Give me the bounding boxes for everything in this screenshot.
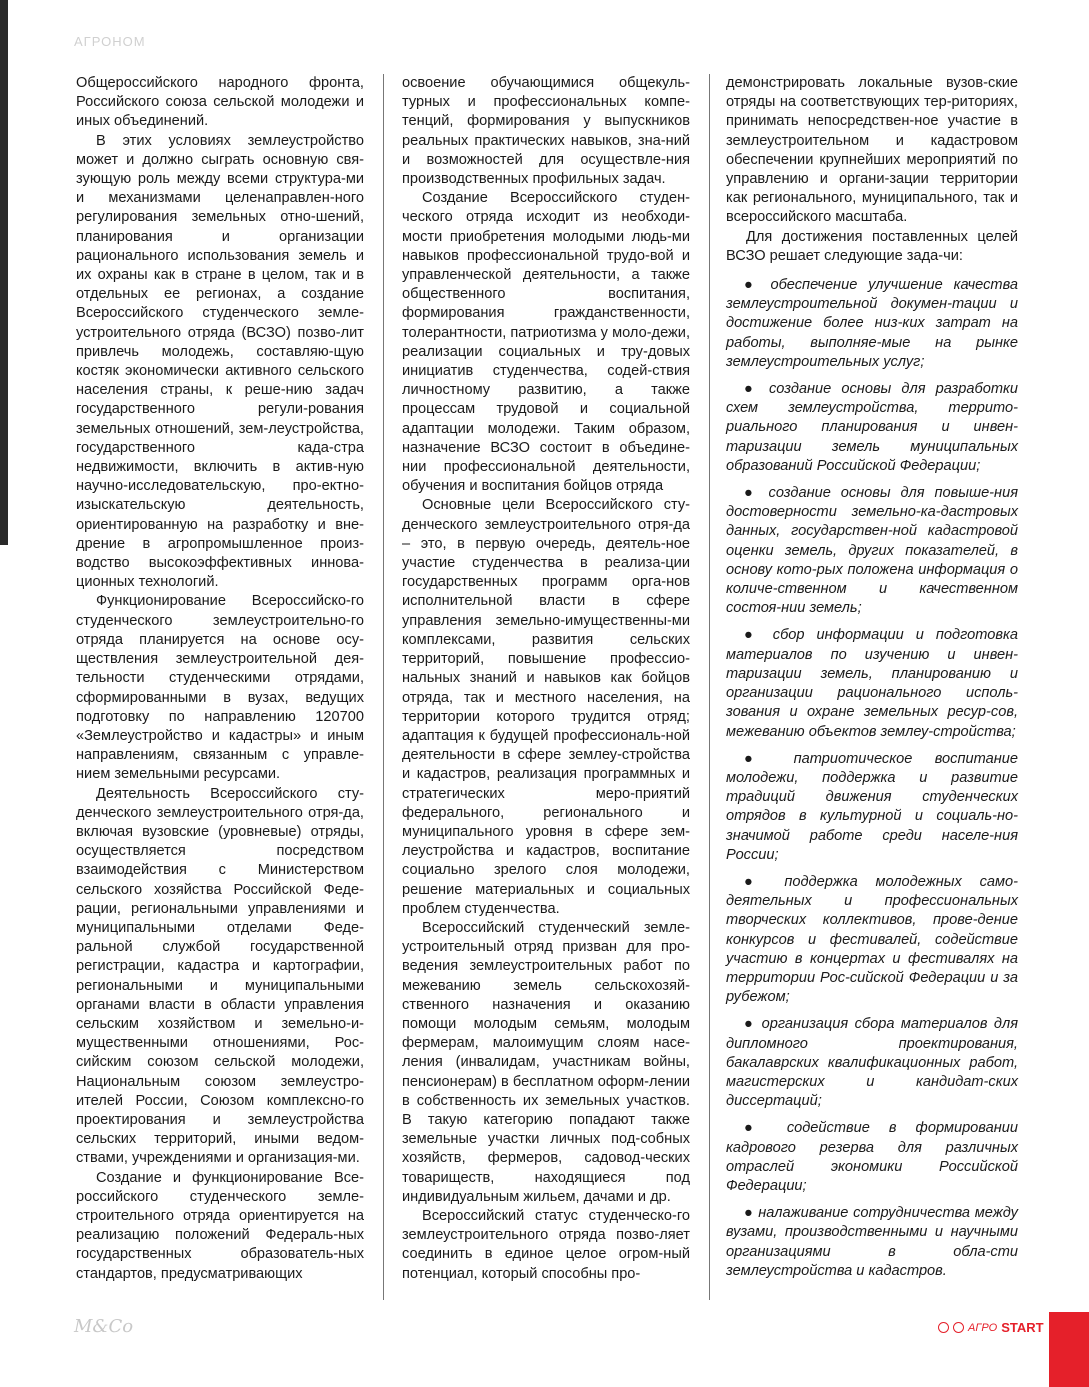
text-column-1: [76, 74, 364, 1284]
bullet-icon: ●: [744, 750, 772, 767]
signature-logo: M&Co: [74, 1316, 134, 1337]
brand-prefix: АГРО: [968, 1321, 998, 1334]
paragraph: Основные цели Всероссийского сту-денческого землеустроительного отря-да – это, в первую очередь, деятель-ное участие студенчества в реализа-ции государственных программ орга-нов исполнительной власти в сфере управления земельно-имущественны-ми комплексами, развития сельских территорий, повышение профессио-нальных знаний и навыков как бойцов отряда, так и местного населения, на территории которого трудится отряд; адаптация к будущей профессиональ-ной деятельности в сфере землеу-стройства и кадастров, реализация программных и стратегических меро-приятий федерального, регионального и муниципального уровня в сфере зем-леустройства и кадастров, воспитание социально зрелого слоя молодежи, решение материальных и социальных проблем студенчества.: [402, 497, 690, 917]
list-item: [726, 873, 1018, 1007]
copyright-icon: [938, 1322, 949, 1333]
left-edge-bar: [0, 0, 8, 545]
list-item-text: создание основы для повыше-ния достоверности земельно-ка-дастровых данных, государствен-ной кадастровой оценки земель, других показателей, в основу кото-рых положена информация о количе-ственном и качественном состоя-нии земель;: [726, 485, 1018, 617]
column-divider: [709, 74, 710, 1300]
bullet-icon: ●: [744, 381, 759, 398]
bullet-icon: ●: [744, 873, 767, 890]
paragraph: освоение обучающимися общекуль-турных и профессиональных компе-тенций, формирования у выпускников реальных практических навыков, зна-ний и возможностей для осуществле-ния производственных профильных задач.: [402, 75, 690, 188]
logo-circle-icon: [953, 1322, 964, 1333]
page-tab-marker: [1049, 1312, 1089, 1387]
list-item-text: налаживание сотрудничества между вузами, производственными и научными организациями в обла-сти землеустройства и кадастров.: [726, 1205, 1018, 1279]
paragraph: Всероссийский статус студенческо-го землеустроительного отряда позво-ляет соединить в единое целое огром-ный потенциал, который способны про-: [402, 1207, 690, 1282]
bullet-icon: ●: [744, 485, 759, 502]
section-header: АГРОНОМ: [74, 34, 146, 49]
brand-suffix: START: [1001, 1320, 1044, 1335]
list-item: [726, 484, 1018, 618]
list-item-text: патриотическое воспитание молодежи, поддержка и развитие традиций движения студенческих отрядов в культурной и социаль-но-значимой работе среди населе-ния России;: [726, 750, 1018, 863]
list-item-text: поддержка молодежных само-деятельных и профессиональных творческих коллективов, прове-дение конкурсов и фестивалей, содействие участию в концертах и фестивалях на территории Рос-сийской Федерации и за рубежом;: [726, 873, 1018, 1006]
list-item: [726, 750, 1018, 865]
brand-logo: [938, 1320, 1044, 1335]
task-list: [726, 276, 1018, 1281]
paragraph: Создание Всероссийского студен-ческого отряда исходит из необходи-мости приобретения молодыми людь-ми навыков профессиональной трудо-вой и управленческой деятельности, а также общественного воспитания, формирования гражданственности, толерантности, патриотизма у моло-дежи, реализации социальных и тру-довых инициатив студенчества, содей-ствия личностному развитию, а также процессам трудовой и социальной адаптации молодежи. Таким образом, назначение ВСЗО состоит в объедине-нии профессиональной деятельности, обучения и воспитания бойцов отряда: [402, 190, 690, 495]
paragraph: Общероссийского народного фронта, Российского союза сельской молодежи и иных объединений.: [76, 75, 364, 130]
list-item: [726, 380, 1018, 476]
paragraph: Функционирование Всероссийско-го студенческого землеустроительно-го отряда планируется на основе осу-ществления землеустроительной дея-тельности студенческими отрядами, сформированными в вузах, ведущих подготовку по направлению 120700 «Землеустройство и кадастры» и иным направлениям, связанным с управле-нием земельными ресурсами.: [76, 593, 364, 783]
bullet-icon: ●: [744, 1120, 768, 1137]
list-item-text: обеспечение улучшение качества землеустроительной докумен-тации и достижение более низ-ких затрат на работы, выполняе-мые на рынке землеустроительных услуг;: [726, 277, 1018, 370]
bullet-icon: ●: [744, 1205, 754, 1222]
text-column-2: [402, 74, 690, 1284]
paragraph: В этих условиях землеустройство может и должно сыграть основную свя-зующую роль между всеми структура-ми и механизмами целенаправлен-ного регулирования земельных отно-шений, планирования и организации рационального использования земель и их охраны как в стране в целом, так и в отдельных ее регионах, а создание Всероссийского студенческого земле-устроительного отряда (ВСЗО) позво-лит привлечь молодежь, составляю-щую костяк экономически активного сельского населения страны, к реше-нию задач государственного регули-рования земельных отношений, зем-леустройства, государственного када-стра недвижимости, включить в актив-ную научно-исследовательскую, про-ектно-изыскательскую деятельность, ориентированную на разработку и вне-дрение в агропромышленное произ-водство высокоэффективных иннова-ционных технологий.: [76, 132, 364, 591]
column-divider: [383, 74, 384, 1300]
paragraph: Всероссийский студенческий земле-устроительный отряд призван для про-ведения землеустроительных работ по межеванию земель сельскохозяй-ственного назначения и оказанию помощи молодым семьям, молодым фермерам, малоимущим слоям насе-ления (инвалидам, участникам войны, пенсионерам) в бесплатном оформ-лении в собственность их земельных участков. В такую категорию попадают также земельные участки личных под-собных хозяйств, фермеров, садовод-ческих товариществ, находящиеся под индивидуальным жильем, дачами и др.: [402, 919, 690, 1205]
list-item: [726, 1015, 1018, 1111]
bullet-icon: ●: [744, 627, 761, 644]
intro-paragraphs: [726, 74, 1018, 266]
paragraph: Для достижения поставленных целей ВСЗО решает следующие зада-чи:: [726, 228, 1018, 264]
list-item-text: создание основы для разработки схем землеустройства, террито-риального планирования и инвен-таризации земель муниципальных образований Российской Федерации;: [726, 381, 1018, 474]
list-item: [726, 626, 1018, 741]
list-item-text: сбор информации и подготовка материалов по изучению и инвен-таризации земель, планированию и организации рационального исполь-зования и охране земельных ресур-сов, межеванию объектов землеу-стройства;: [726, 627, 1018, 740]
list-item: [726, 1204, 1018, 1281]
paragraph: Деятельность Всероссийского сту-денческого землеустроительного отря-да, включая вузовские (уровневые) отряды, осуществляется посредством взаимодействия с Министерством сельского хозяйства Российской Феде-рации, региональными управлениями и муниципальными отделами Феде-ральной службой государственной регистрации, кадастра и картографии, региональными и муниципальными органами власти в области управления сельским хозяйством и земельно-и-мущественными отношениями, Рос-сийским союзом сельской молодежи, Национальным союзом землеустро-ителей России, Союзом комплексно-го проектирования и землеустройства сельских территорий, иными ведом-ствами, учреждениями и организация-ми.: [76, 785, 364, 1167]
list-item: [726, 1119, 1018, 1196]
list-item-text: организация сбора материалов для дипломного проектирования, бакалаврских квалификационных работ, магистерских и кандидат-ских диссертаций;: [726, 1016, 1018, 1110]
list-item: [726, 276, 1018, 372]
text-column-3: [726, 74, 1018, 1289]
bullet-icon: ●: [744, 277, 760, 294]
bullet-icon: ●: [744, 1016, 756, 1033]
paragraph: демонстрировать локальные вузов-ские отряды на соответствующих тер-риториях, принимать непосредствен-ное участие в землеустроительном и кадастровом обеспечении крупнейших мероприятий по управлению и органи-зации территории как регионального, муниципального, так и всероссийского масштаба.: [726, 75, 1018, 226]
paragraph: Создание и функционирование Все-российского студенческого земле-строительного отряда ориентируется на реализацию положений Федераль-ных государственных образователь-ных стандартов, предусматривающих: [76, 1169, 364, 1282]
list-item-text: содействие в формировании кадрового резерва для различных отраслей экономики Российской Федерации;: [726, 1120, 1018, 1194]
